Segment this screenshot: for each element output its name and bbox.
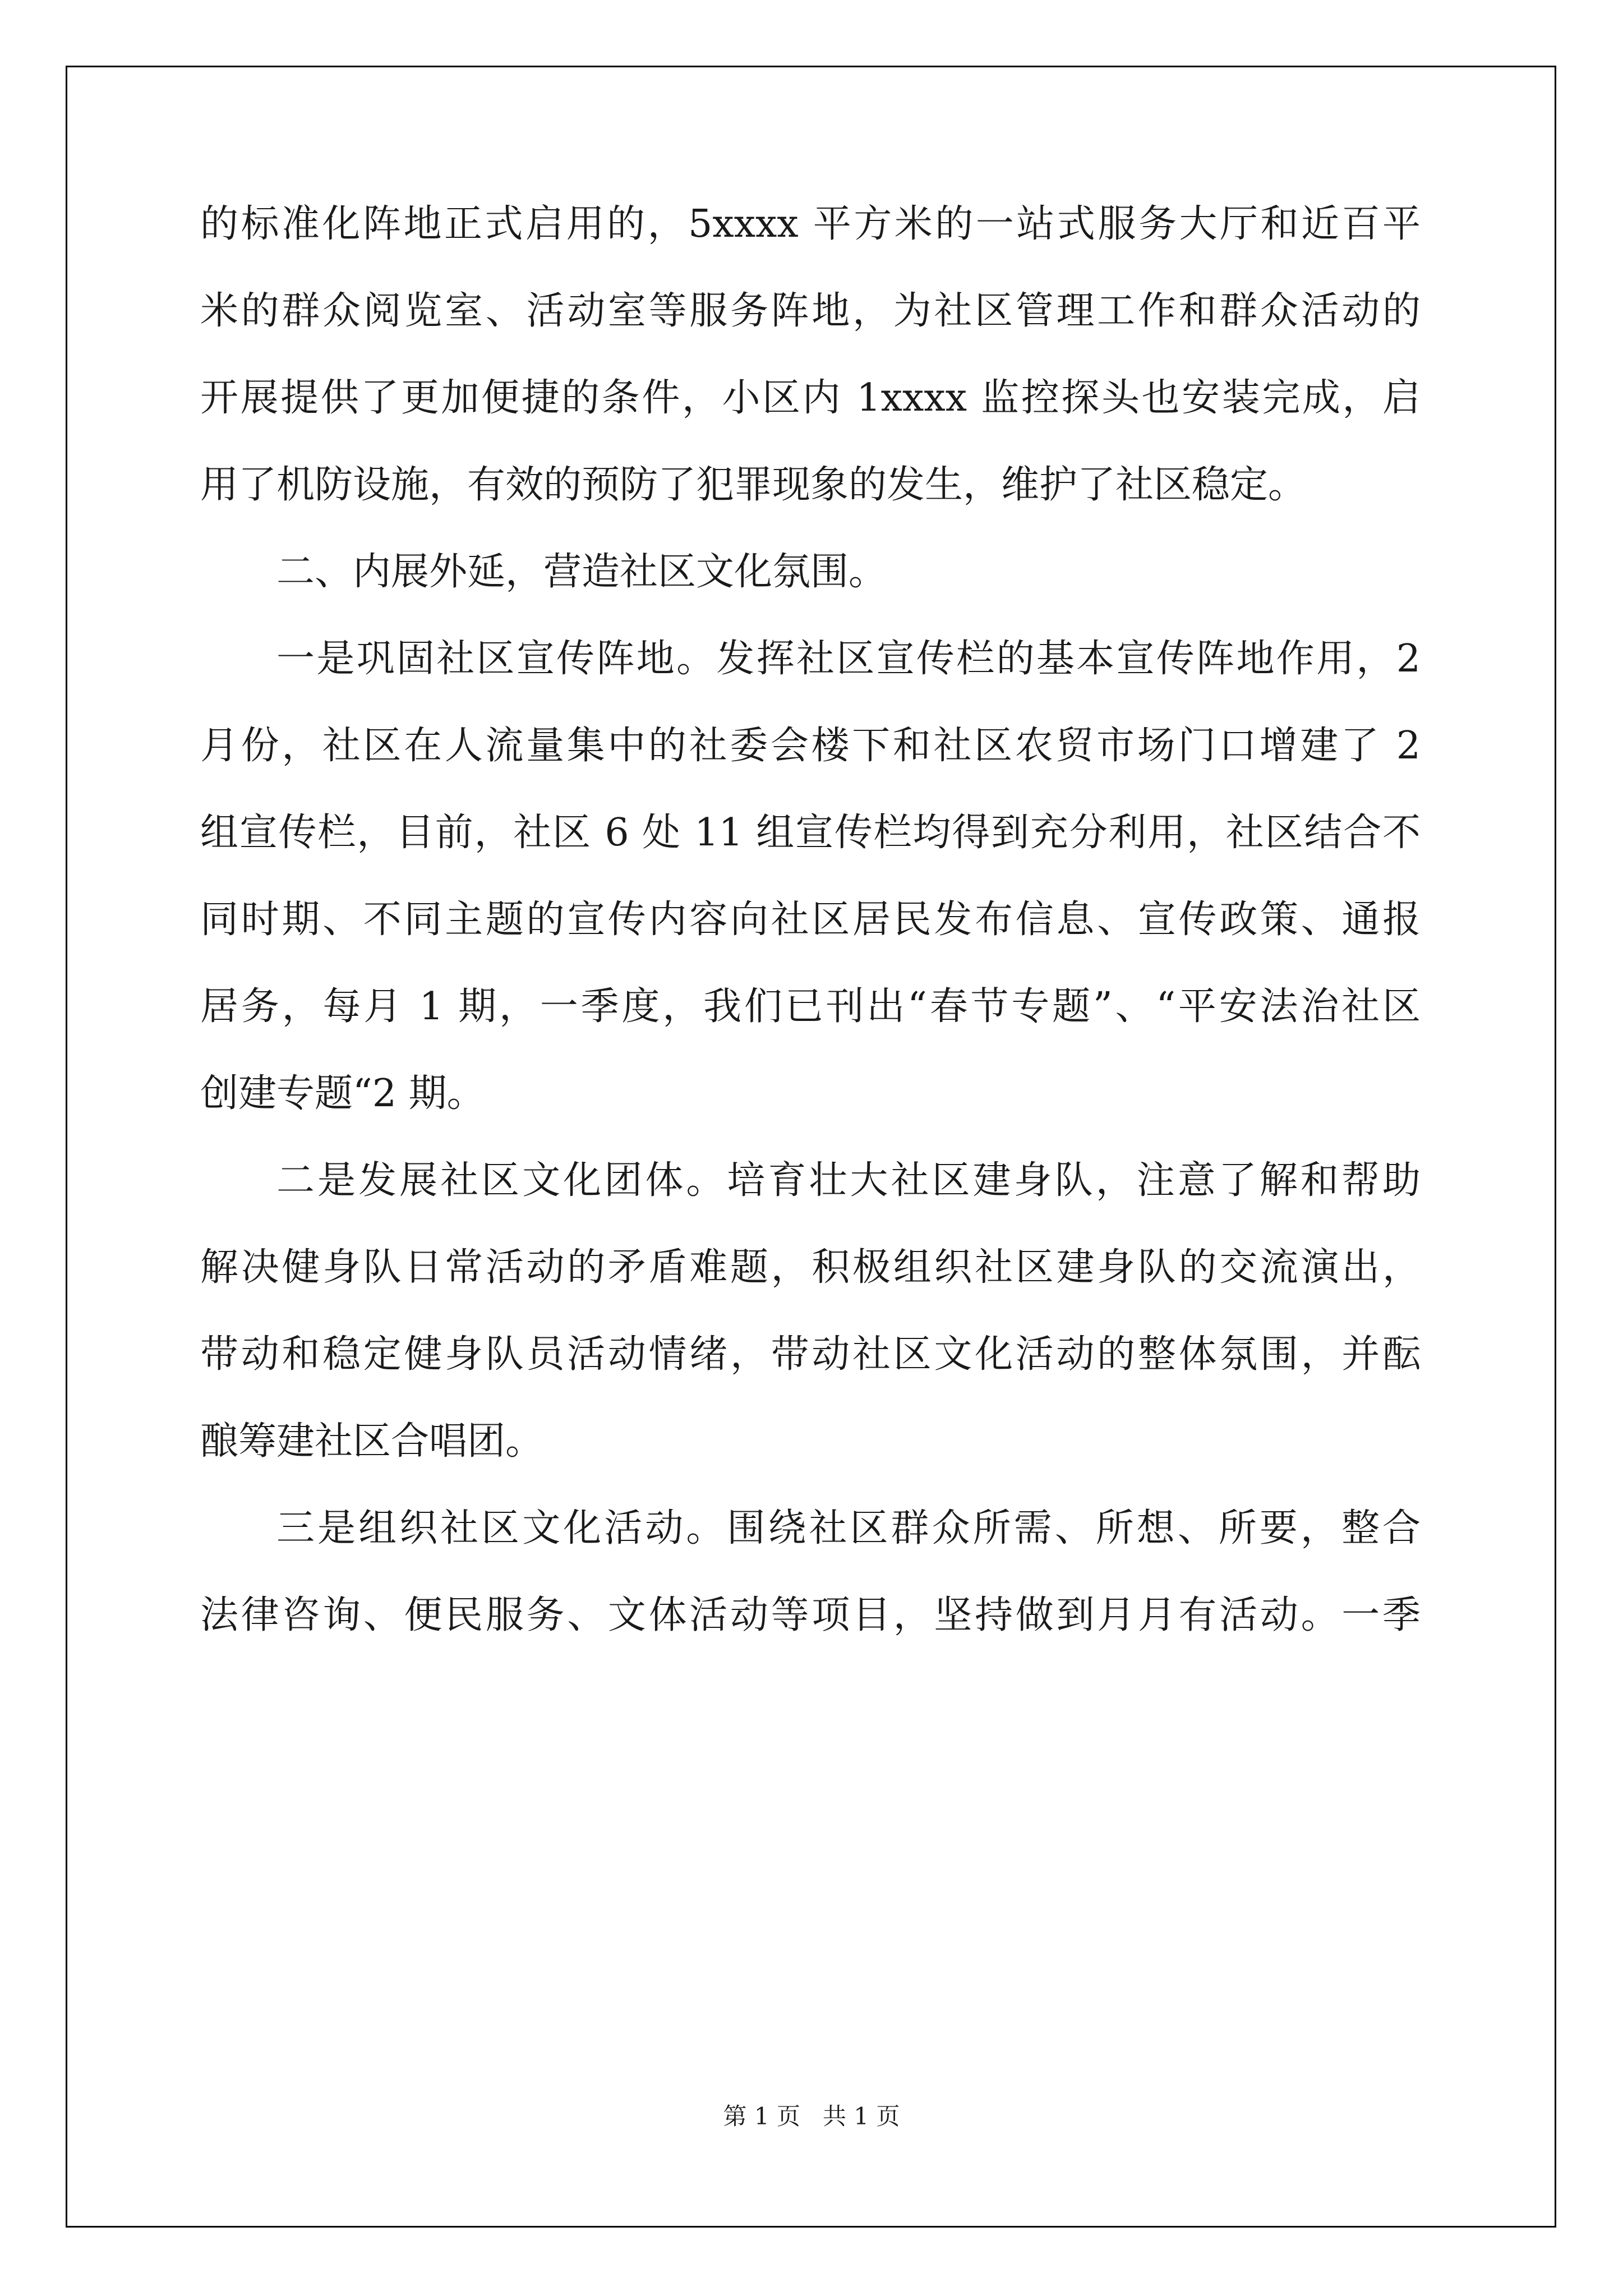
paragraph-first-line: 一是巩固社区宣传阵地。发挥社区宣传栏的基本宣传阵地作用，2	[276, 637, 1421, 681]
section-heading: 二、内展外延，营造社区文化氛围。	[276, 550, 887, 594]
text-line: 米的群众阅览室、活动室等服务阵地，为社区管理工作和群众活动的	[200, 289, 1421, 333]
text-line: 用了机防设施，有效的预防了犯罪现象的发生，维护了社区稳定。	[200, 463, 1307, 507]
text-line: 同时期、不同主题的宣传内容向社区居民发布信息、宣传政策、通报	[200, 898, 1421, 942]
text-line: 居务，每月 1 期，一季度，我们已刊出“春节专题”、“平安法治社区	[200, 984, 1421, 1029]
text-line: 带动和稳定健身队员活动情绪，带动社区文化活动的整体氛围，并酝	[200, 1332, 1421, 1377]
text-line: 酿筹建社区合唱团。	[200, 1419, 544, 1464]
text-line: 月份，社区在人流量集中的社委会楼下和社区农贸市场门口增建了 2	[200, 724, 1421, 768]
text-line: 的标准化阵地正式启用的，5xxxx 平方米的一站式服务大厅和近百平	[200, 202, 1421, 246]
text-line: 开展提供了更加便捷的条件，小区内 1xxxx 监控探头也安装完成，启	[200, 376, 1421, 420]
text-line: 法律咨询、便民服务、文体活动等项目，坚持做到月月有活动。一季	[200, 1593, 1421, 1637]
paragraph-first-line: 二是发展社区文化团体。培育壮大社区建身队，注意了解和帮助	[276, 1158, 1421, 1203]
page-footer: 第 1 页 共 1 页	[723, 2102, 900, 2130]
paragraph-first-line: 三是组织社区文化活动。围绕社区群众所需、所想、所要，整合	[276, 1506, 1421, 1550]
text-line: 创建专题“2 期。	[200, 1071, 485, 1116]
text-line: 解决健身队日常活动的矛盾难题，积极组织社区建身队的交流演出，	[200, 1245, 1421, 1290]
text-line: 组宣传栏，目前，社区 6 处 11 组宣传栏均得到充分利用，社区结合不	[200, 811, 1421, 855]
